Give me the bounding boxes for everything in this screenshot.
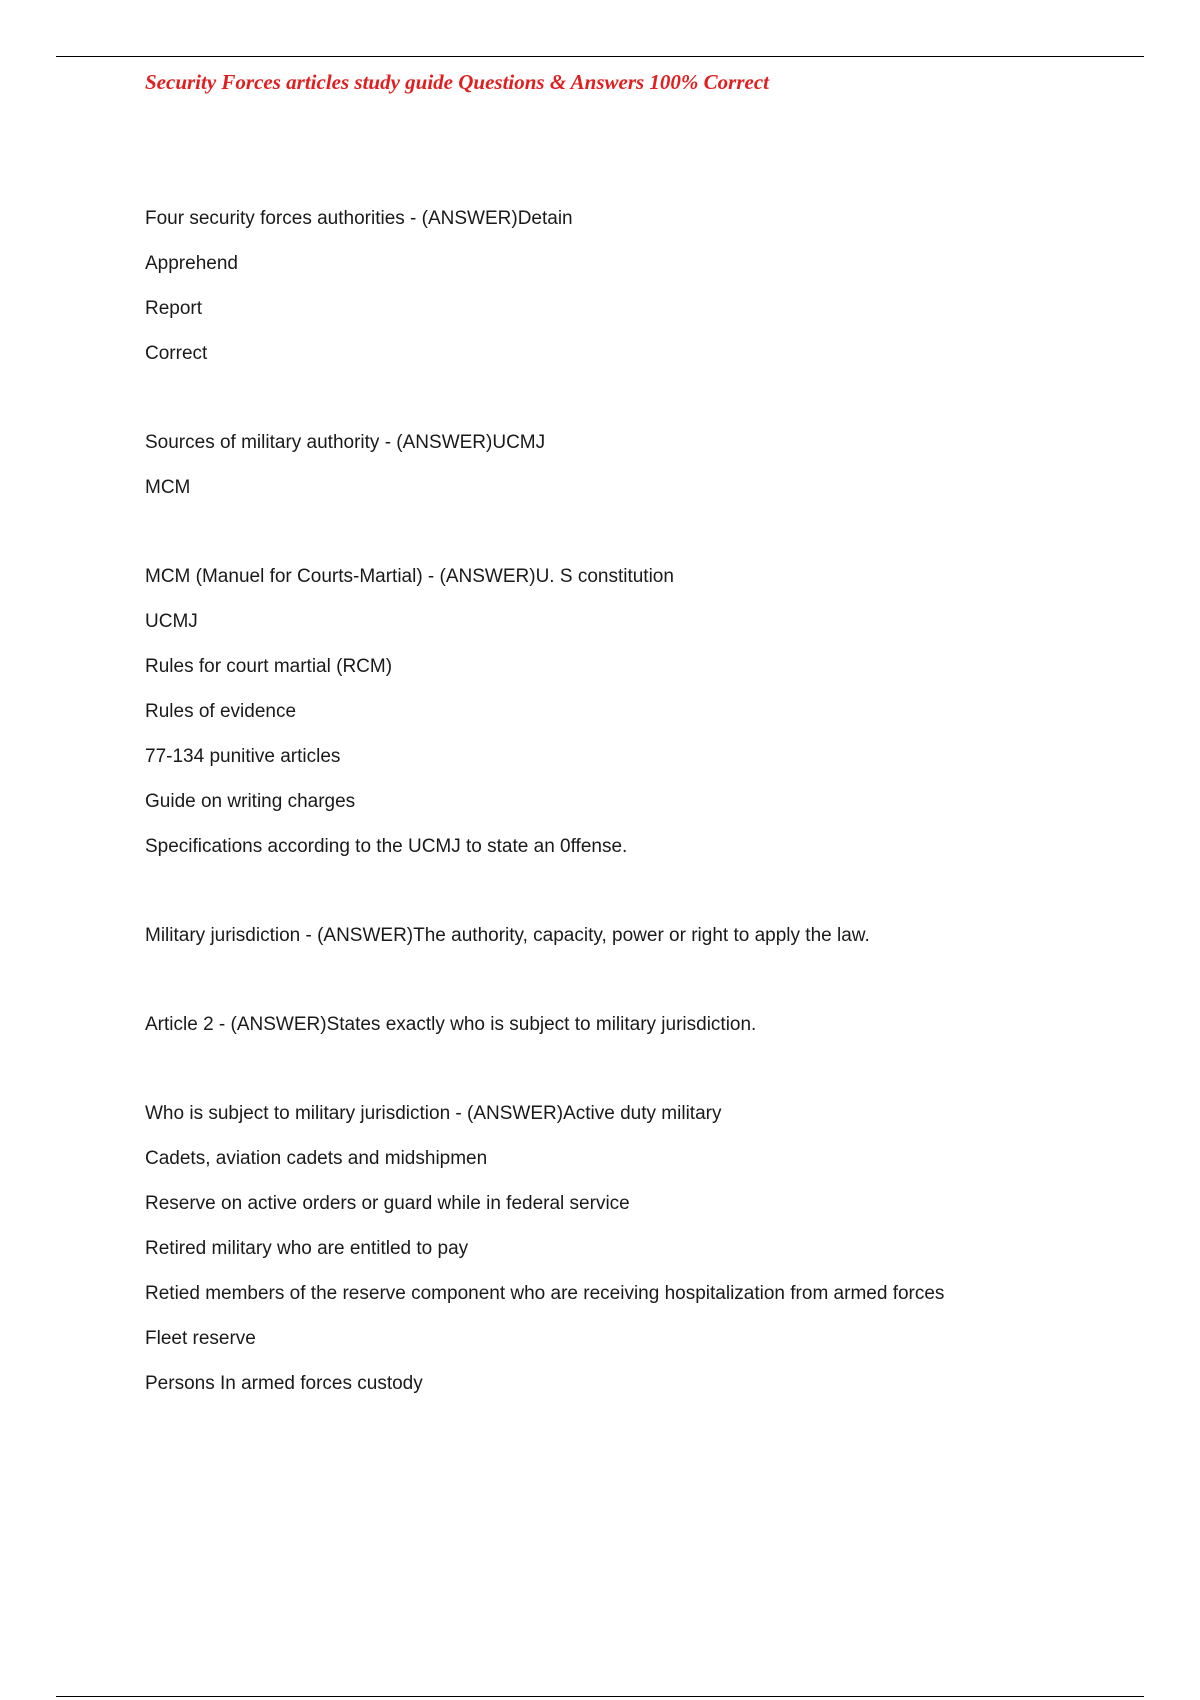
qa-answer-line: Reserve on active orders or guard while in federal service — [145, 1193, 630, 1214]
footer-rule — [56, 1696, 1144, 1697]
qa-block-mcm — [145, 564, 1145, 879]
header-rule — [56, 56, 1144, 57]
qa-answer-line: 77-134 punitive articles — [145, 746, 341, 767]
document-title: Security Forces articles study guide Questions & Answers 100% Correct — [145, 70, 770, 94]
qa-answer-line: MCM — [145, 477, 191, 498]
qa-block-sources-of-authority — [145, 430, 1145, 520]
qa-question-line: Sources of military authority - (ANSWER)UCMJ — [145, 432, 546, 453]
qa-block-security-forces-authorities — [145, 206, 1145, 386]
qa-answer-line: Rules of evidence — [145, 701, 297, 722]
qa-answer-line: Guide on writing charges — [145, 791, 356, 812]
qa-answer-line: Apprehend — [145, 253, 238, 274]
qa-answer-line: Specifications according to the UCMJ to state an 0ffense. — [145, 836, 628, 857]
qa-question-line: Military jurisdiction - (ANSWER)The authority, capacity, power or right to apply the law. — [145, 925, 870, 946]
qa-answer-line: Persons In armed forces custody — [145, 1373, 423, 1394]
qa-content — [145, 206, 1145, 1460]
qa-answer-line: Report — [145, 298, 203, 319]
qa-answer-line: Rules for court martial (RCM) — [145, 656, 393, 677]
qa-question-line: MCM (Manuel for Courts-Martial) - (ANSWER)U. S constitution — [145, 566, 674, 587]
qa-question-line: Article 2 - (ANSWER)States exactly who is subject to military jurisdiction. — [145, 1014, 757, 1035]
qa-question-line: Four security forces authorities - (ANSWER)Detain — [145, 208, 573, 229]
qa-answer-line: Correct — [145, 343, 208, 364]
qa-block-military-jurisdiction — [145, 923, 1145, 968]
qa-answer-line: Fleet reserve — [145, 1328, 256, 1349]
qa-block-who-is-subject — [145, 1101, 1145, 1416]
qa-answer-line: Retired military who are entitled to pay — [145, 1238, 469, 1259]
qa-question-line: Who is subject to military jurisdiction - (ANSWER)Active duty military — [145, 1103, 722, 1124]
qa-answer-line: UCMJ — [145, 611, 198, 632]
qa-answer-line: Retied members of the reserve component who are receiving hospitalization from armed forces — [145, 1283, 945, 1304]
qa-answer-line: Cadets, aviation cadets and midshipmen — [145, 1148, 488, 1169]
qa-block-article-2 — [145, 1012, 1145, 1057]
